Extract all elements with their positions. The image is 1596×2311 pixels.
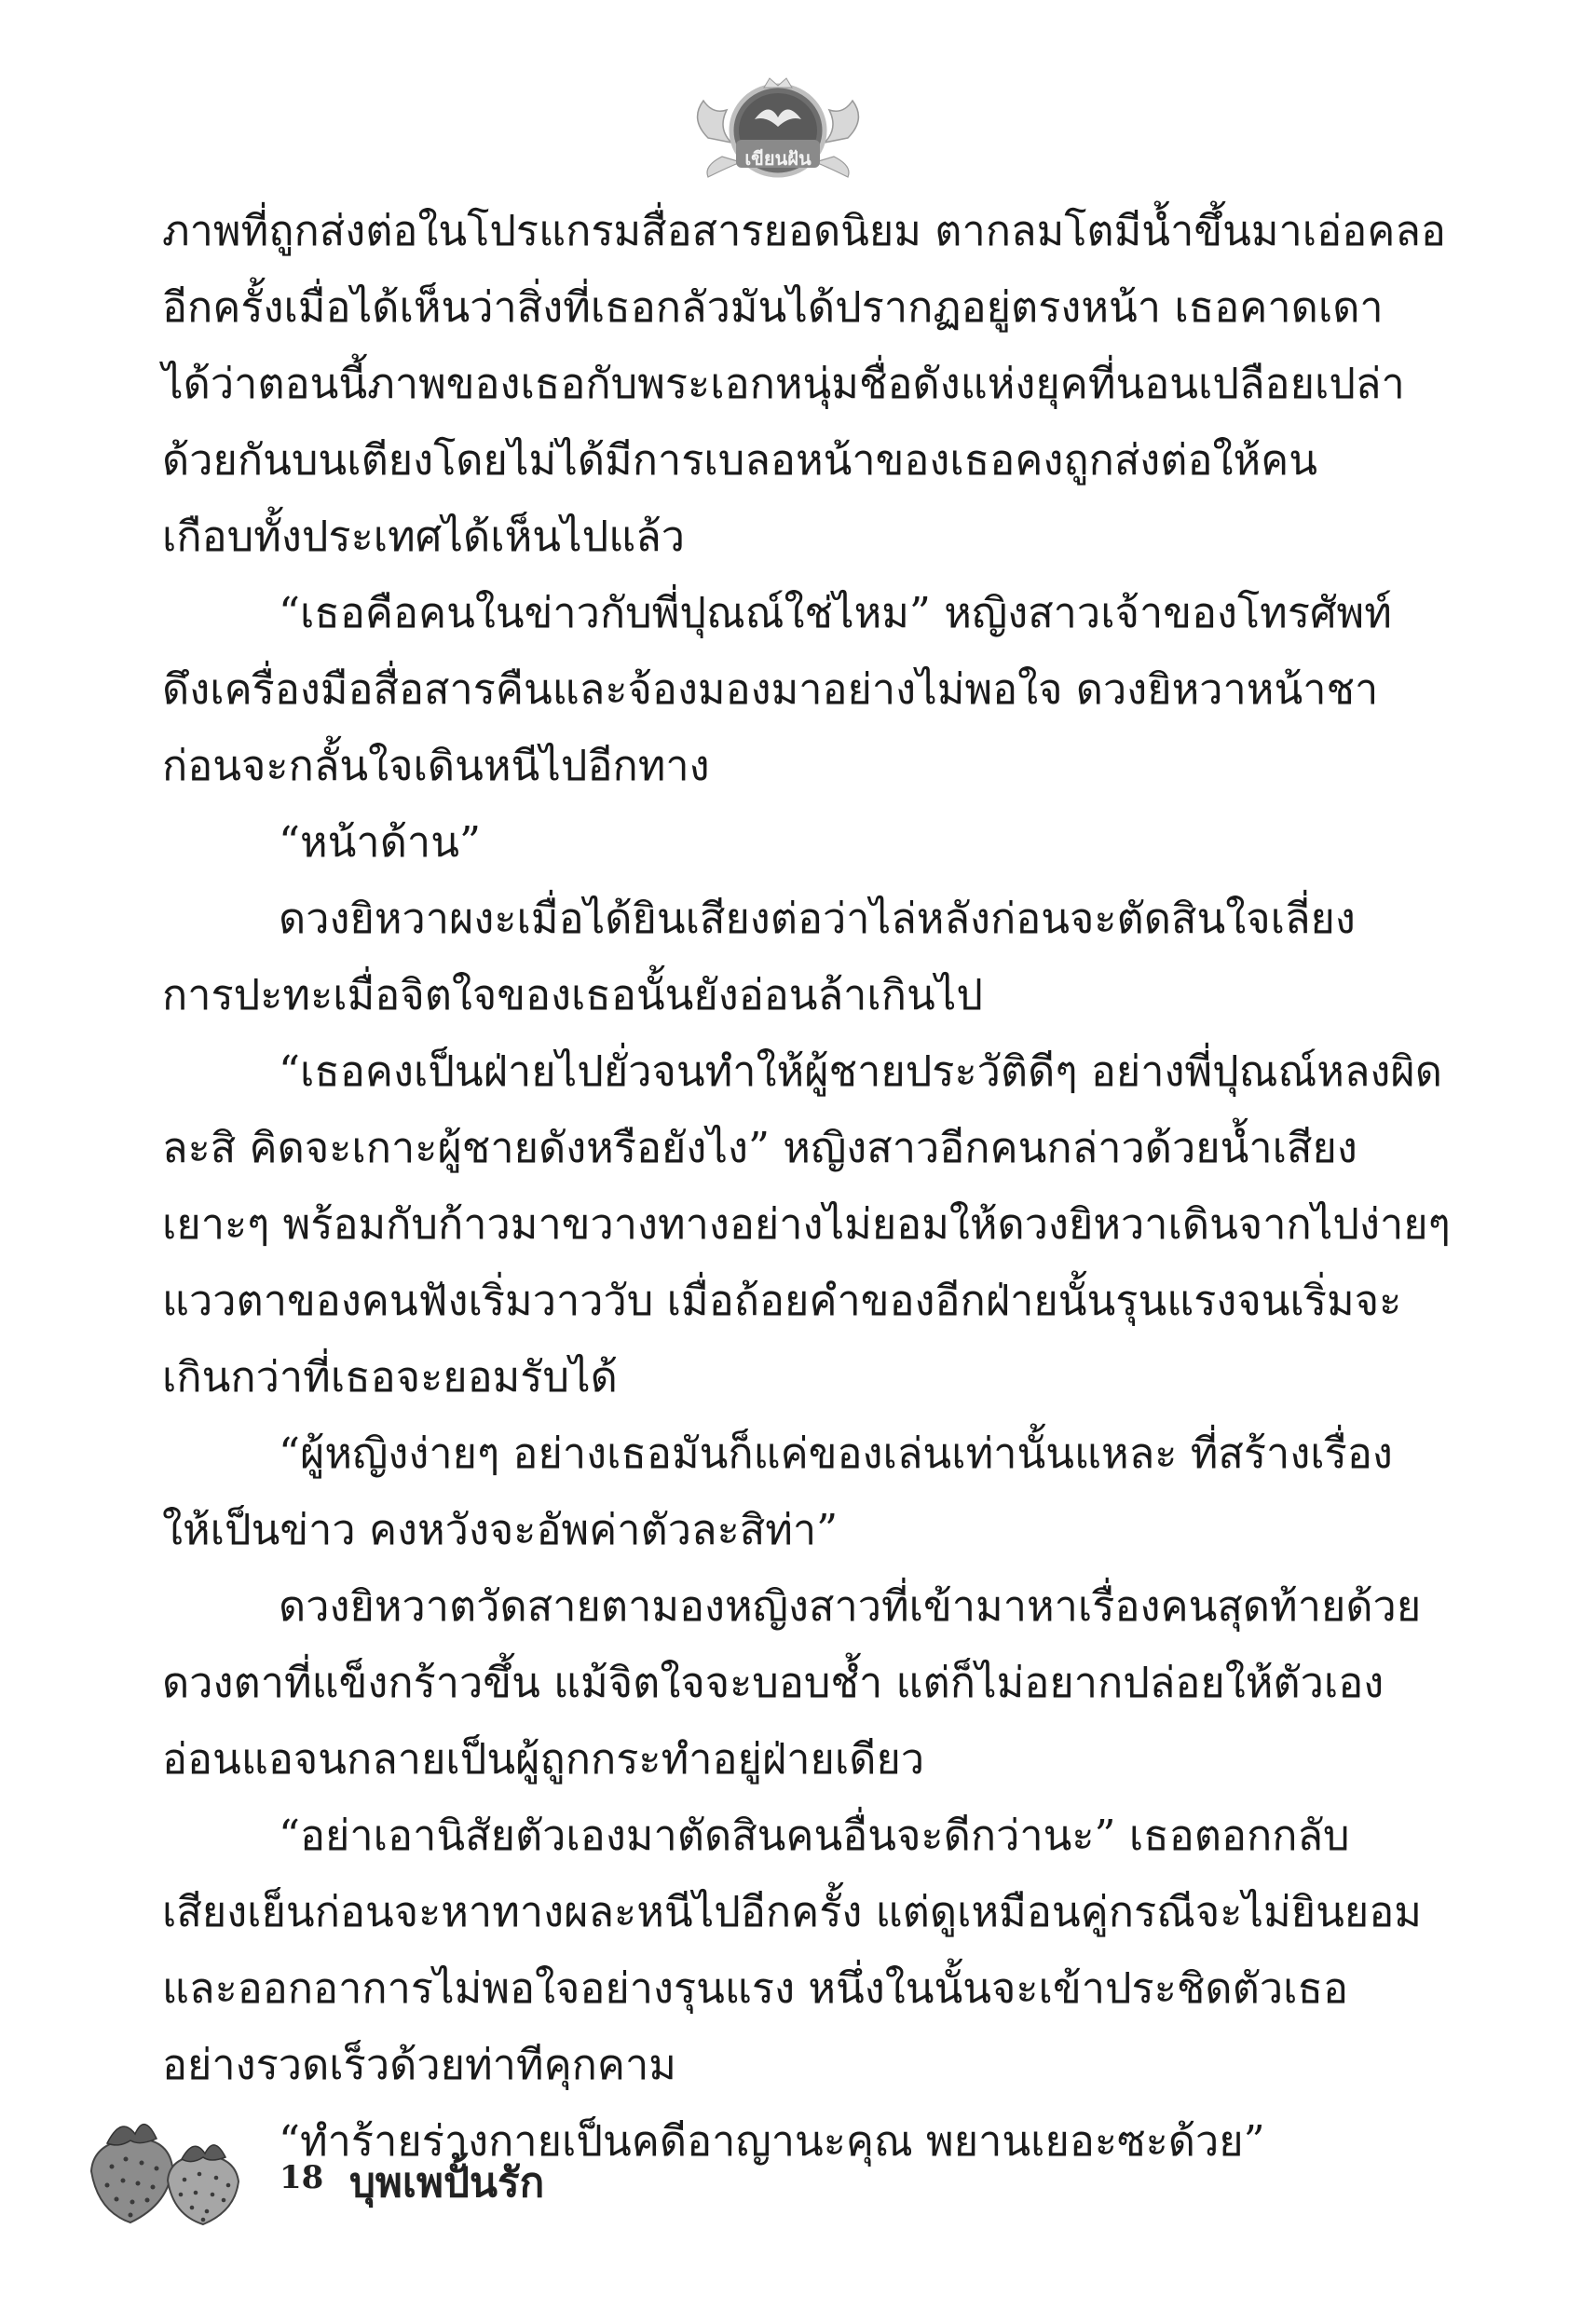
text-line: เกือบทั้งประเทศได้เห็นไปแล้ว: [162, 512, 686, 561]
text-line: ก่อนจะกลั้นใจเดินหนีไปอีกทาง: [162, 741, 710, 790]
text-line: “ทำร้ายร่างกายเป็นคดีอาญานะคุณ พยานเยอะซะด้วย”: [279, 2116, 1265, 2166]
text-line: “อย่าเอานิสัยตัวเองมาตัดสินคนอื่นจะดีกว่านะ” เธอตอกกลับ: [279, 1811, 1350, 1860]
text-line: ละสิ คิดจะเกาะผู้ชายดังหรือยังไง” หญิงสาวอีกคนกล่าวด้วยน้ำเสียง: [162, 1123, 1357, 1172]
text-line: เกินกว่าที่เธอจะยอมรับได้: [162, 1352, 618, 1402]
text-line: ได้ว่าตอนนี้ภาพของเธอกับพระเอกหนุ่มชื่อดังแห่งยุคที่นอนเปลือยเปล่า: [162, 359, 1405, 408]
text-line: แววตาของคนฟังเริ่มวาววับ เมื่อถ้อยคำของอีกฝ่ายนั้นรุนแรงจนเริ่มจะ: [162, 1276, 1402, 1325]
page-footer: [84, 2101, 736, 2232]
text-line: ดวงยิหวาผงะเมื่อได้ยินเสียงต่อว่าไล่หลังก่อนจะตัดสินใจเลี่ยง: [279, 894, 1356, 943]
text-line: การปะทะเมื่อจิตใจของเธอนั้นยังอ่อนล้าเกินไป: [162, 970, 983, 1019]
text-line: เสียงเย็นก่อนจะหาทางผละหนีไปอีกครั้ง แต่ดูเหมือนคู่กรณีจะไม่ยินยอม: [162, 1887, 1422, 1936]
text-line: ดวงยิหวาตวัดสายตามองหญิงสาวที่เข้ามาหาเรื่องคนสุดท้ายด้วย: [279, 1581, 1422, 1631]
text-line: ดวงตาที่แข็งกร้าวขึ้น แม้จิตใจจะบอบช้ำ แต่ก็ไม่อยากปล่อยให้ตัวเอง: [162, 1658, 1385, 1707]
text-line: และออกอาการไม่พอใจอย่างรุนแรง หนึ่งในนั้นจะเข้าประชิดตัวเธอ: [162, 1963, 1349, 2013]
text-line: “ผู้หญิงง่ายๆ อย่างเธอมันก็แค่ของเล่นเท่านั้นแหละ ที่สร้างเรื่อง: [279, 1429, 1393, 1478]
publisher-logo: [680, 73, 876, 185]
body-text: [162, 193, 1451, 2166]
text-line: อย่างรวดเร็วด้วยท่าทีคุกคาม: [162, 2040, 676, 2089]
text-line: ดึงเครื่องมือสื่อสารคืนและจ้องมองมาอย่างไม่พอใจ ดวงยิหวาหน้าชา: [162, 664, 1379, 714]
text-line: เยาะๆ พร้อมกับก้าวมาขวางทางอย่างไม่ยอมให้ดวงยิหวาเดินจากไปง่ายๆ: [162, 1199, 1451, 1249]
text-line: ด้วยกันบนเตียงโดยไม่ได้มีการเบลอหน้าของเธอคงถูกส่งต่อให้คน: [162, 435, 1318, 485]
book-title: บุพเพปั้นรัก: [349, 2159, 545, 2207]
text-line: “เธอคือคนในข่าวกับพี่ปุณณ์ใช่ไหม” หญิงสาวเจ้าของโทรศัพท์: [279, 588, 1392, 637]
page-number: 18: [280, 2159, 324, 2196]
text-line: อีกครั้งเมื่อได้เห็นว่าสิ่งที่เธอกลัวมันได้ปรากฏอยู่ตรงหน้า เธอคาดเดา: [162, 282, 1384, 332]
text-line: ให้เป็นข่าว คงหวังจะอัพค่าตัวละสิท่า”: [162, 1505, 839, 1554]
strawberries-icon: [84, 2101, 252, 2232]
text-line: “เธอคงเป็นฝ่ายไปยั่วจนทำให้ผู้ชายประวัติดีๆ อย่างพี่ปุณณ์หลงผิด: [279, 1046, 1442, 1096]
logo-text: เขียนฝัน: [744, 147, 812, 170]
text-line: “หน้าด้าน”: [279, 817, 481, 867]
text-line: อ่อนแอจนกลายเป็นผู้ถูกกระทำอยู่ฝ่ายเดียว: [162, 1734, 925, 1784]
text-line: ภาพที่ถูกส่งต่อในโปรแกรมสื่อสารยอดนิยม ตากลมโตมีน้ำขึ้นมาเอ่อคลอ: [162, 206, 1446, 255]
